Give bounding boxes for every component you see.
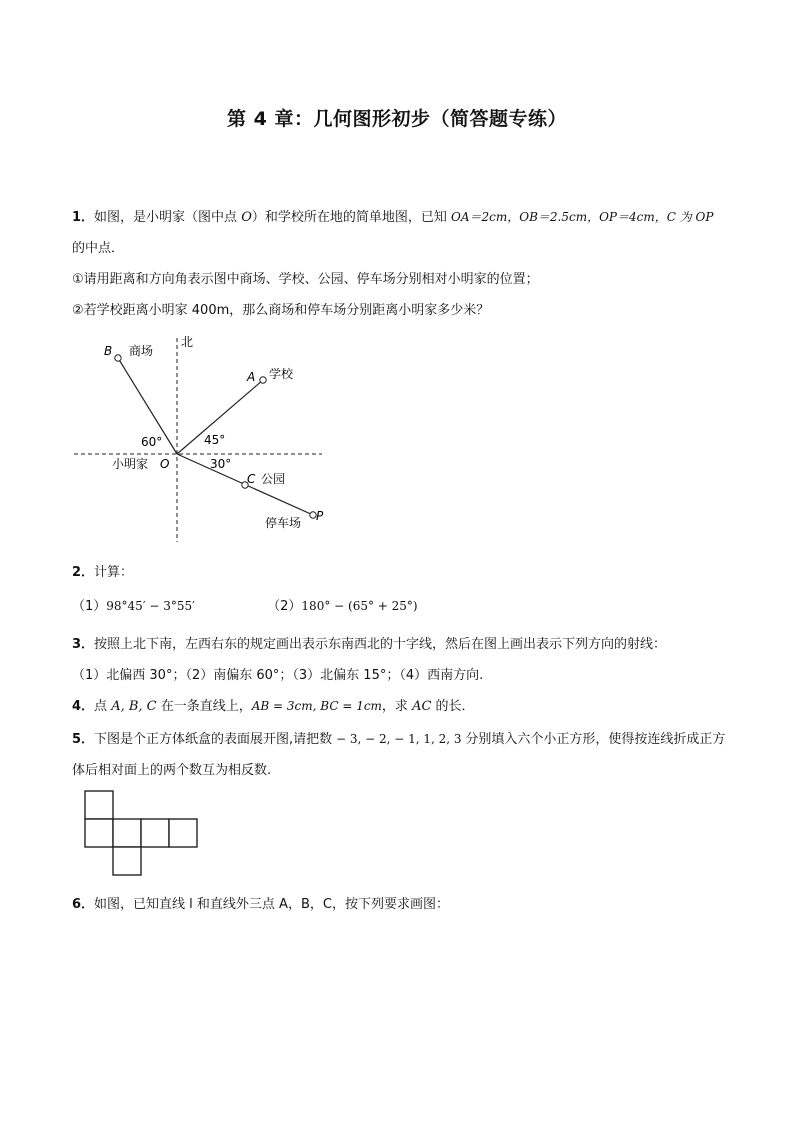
net-square-top (85, 791, 113, 819)
q4-ac: AC (412, 699, 432, 714)
label-b: B (104, 344, 113, 358)
q2-line (72, 561, 133, 580)
q5-number: 5． (72, 732, 95, 747)
label-park: 公园 (261, 472, 286, 486)
label-angle-30: 30° (210, 457, 232, 471)
q5-line-1 (72, 728, 725, 747)
q5-numbers: − 3, − 2, − 1, 1, 2, 3 (332, 732, 466, 746)
point-a-marker (260, 377, 266, 383)
label-angle-60: 60° (141, 435, 163, 449)
net-square-row-3 (141, 819, 169, 847)
label-a: A (247, 370, 256, 384)
net-square-row-4 (169, 819, 197, 847)
label-c: C (247, 472, 256, 486)
q6-line (72, 893, 449, 912)
label-north: 北 (181, 335, 194, 349)
q1-stem-b: ）和学校所在地的简单地图，已知 (251, 210, 451, 225)
q4-points: A, B, C (111, 699, 157, 714)
net-square-row-2 (113, 819, 141, 847)
q1-stem-c: 的中点． (72, 241, 125, 256)
label-home: 小明家 (112, 457, 149, 471)
label-o: O (160, 457, 170, 471)
q1-given: OA＝2cm，OB＝2.5cm，OP＝4cm，C 为 OP (451, 210, 714, 224)
q1-number: 1． (72, 210, 95, 225)
q6-number: 6． (72, 897, 95, 912)
net-square-row-1 (85, 819, 113, 847)
cube-net-figure (84, 790, 214, 880)
q6-text: 如图，已知直线 l 和直线外三点 A，B，C，按下列要求画图： (94, 897, 449, 912)
q2-part-1-expr: 98°45′ − 3°55′ (106, 599, 195, 613)
q2-parts (72, 595, 418, 614)
label-angle-45: 45° (204, 433, 226, 447)
q4-text-b: 在一条直线上， (156, 699, 252, 714)
q2-number: 2． (72, 565, 95, 580)
q1-part-1: ①请用距离和方向角表示图中商场、学校、公园、停车场分别相对小明家的位置； (72, 272, 539, 287)
q1-stem-a: 如图，是小明家（图中点 (94, 210, 242, 225)
q2-part-1-label: （1） (72, 599, 107, 614)
q5-text-a: 下图是个正方体纸盒的表面展开图,请把数 (94, 732, 333, 747)
q3-line (72, 633, 666, 652)
q4-text-c: ，求 (381, 699, 413, 714)
q4-number: 4． (72, 699, 95, 714)
page-title: 第 4 章：几何图形初步（简答题专练） (227, 108, 567, 130)
q1-line-1 (72, 206, 713, 225)
q4-condition: AB = 3cm, BC = 1cm (251, 699, 382, 713)
label-mall: 商场 (129, 344, 154, 358)
q4-line (72, 695, 475, 714)
q2-part-2-expr: 180° − (65° + 25°) (301, 599, 418, 613)
q3-number: 3． (72, 637, 95, 652)
label-school: 学校 (269, 367, 294, 381)
net-square-bottom (113, 847, 141, 875)
q5-text-b: 分别填入六个小正方形，使得按连线折成正方 (465, 732, 726, 747)
q4-text-a: 点 (94, 699, 112, 714)
q3-stem: 按照上北下南，左西右东的规定画出表示东南西北的十字线，然后在图上画出表示下列方向的射线： (94, 637, 667, 652)
q5-text-c: 体后相对面上的两个数互为相反数. (72, 763, 272, 778)
label-p: P (316, 509, 324, 523)
point-b-marker (115, 355, 121, 361)
q4-text-d: 的长． (431, 699, 475, 714)
q1-point-o: O (241, 210, 252, 225)
q3-parts: （1）北偏西 30°；（2）南偏东 60°；（3）北偏东 15°；（4）西南方向. (72, 668, 484, 683)
q2-stem: 计算： (94, 565, 134, 580)
q1-part-2: ②若学校距离小明家 400m，那么商场和停车场分别距离小明家多少米？ (72, 303, 490, 318)
q2-part-2-label: （2） (267, 599, 302, 614)
q1-map-figure (0, 330, 794, 560)
label-parking: 停车场 (265, 516, 302, 530)
